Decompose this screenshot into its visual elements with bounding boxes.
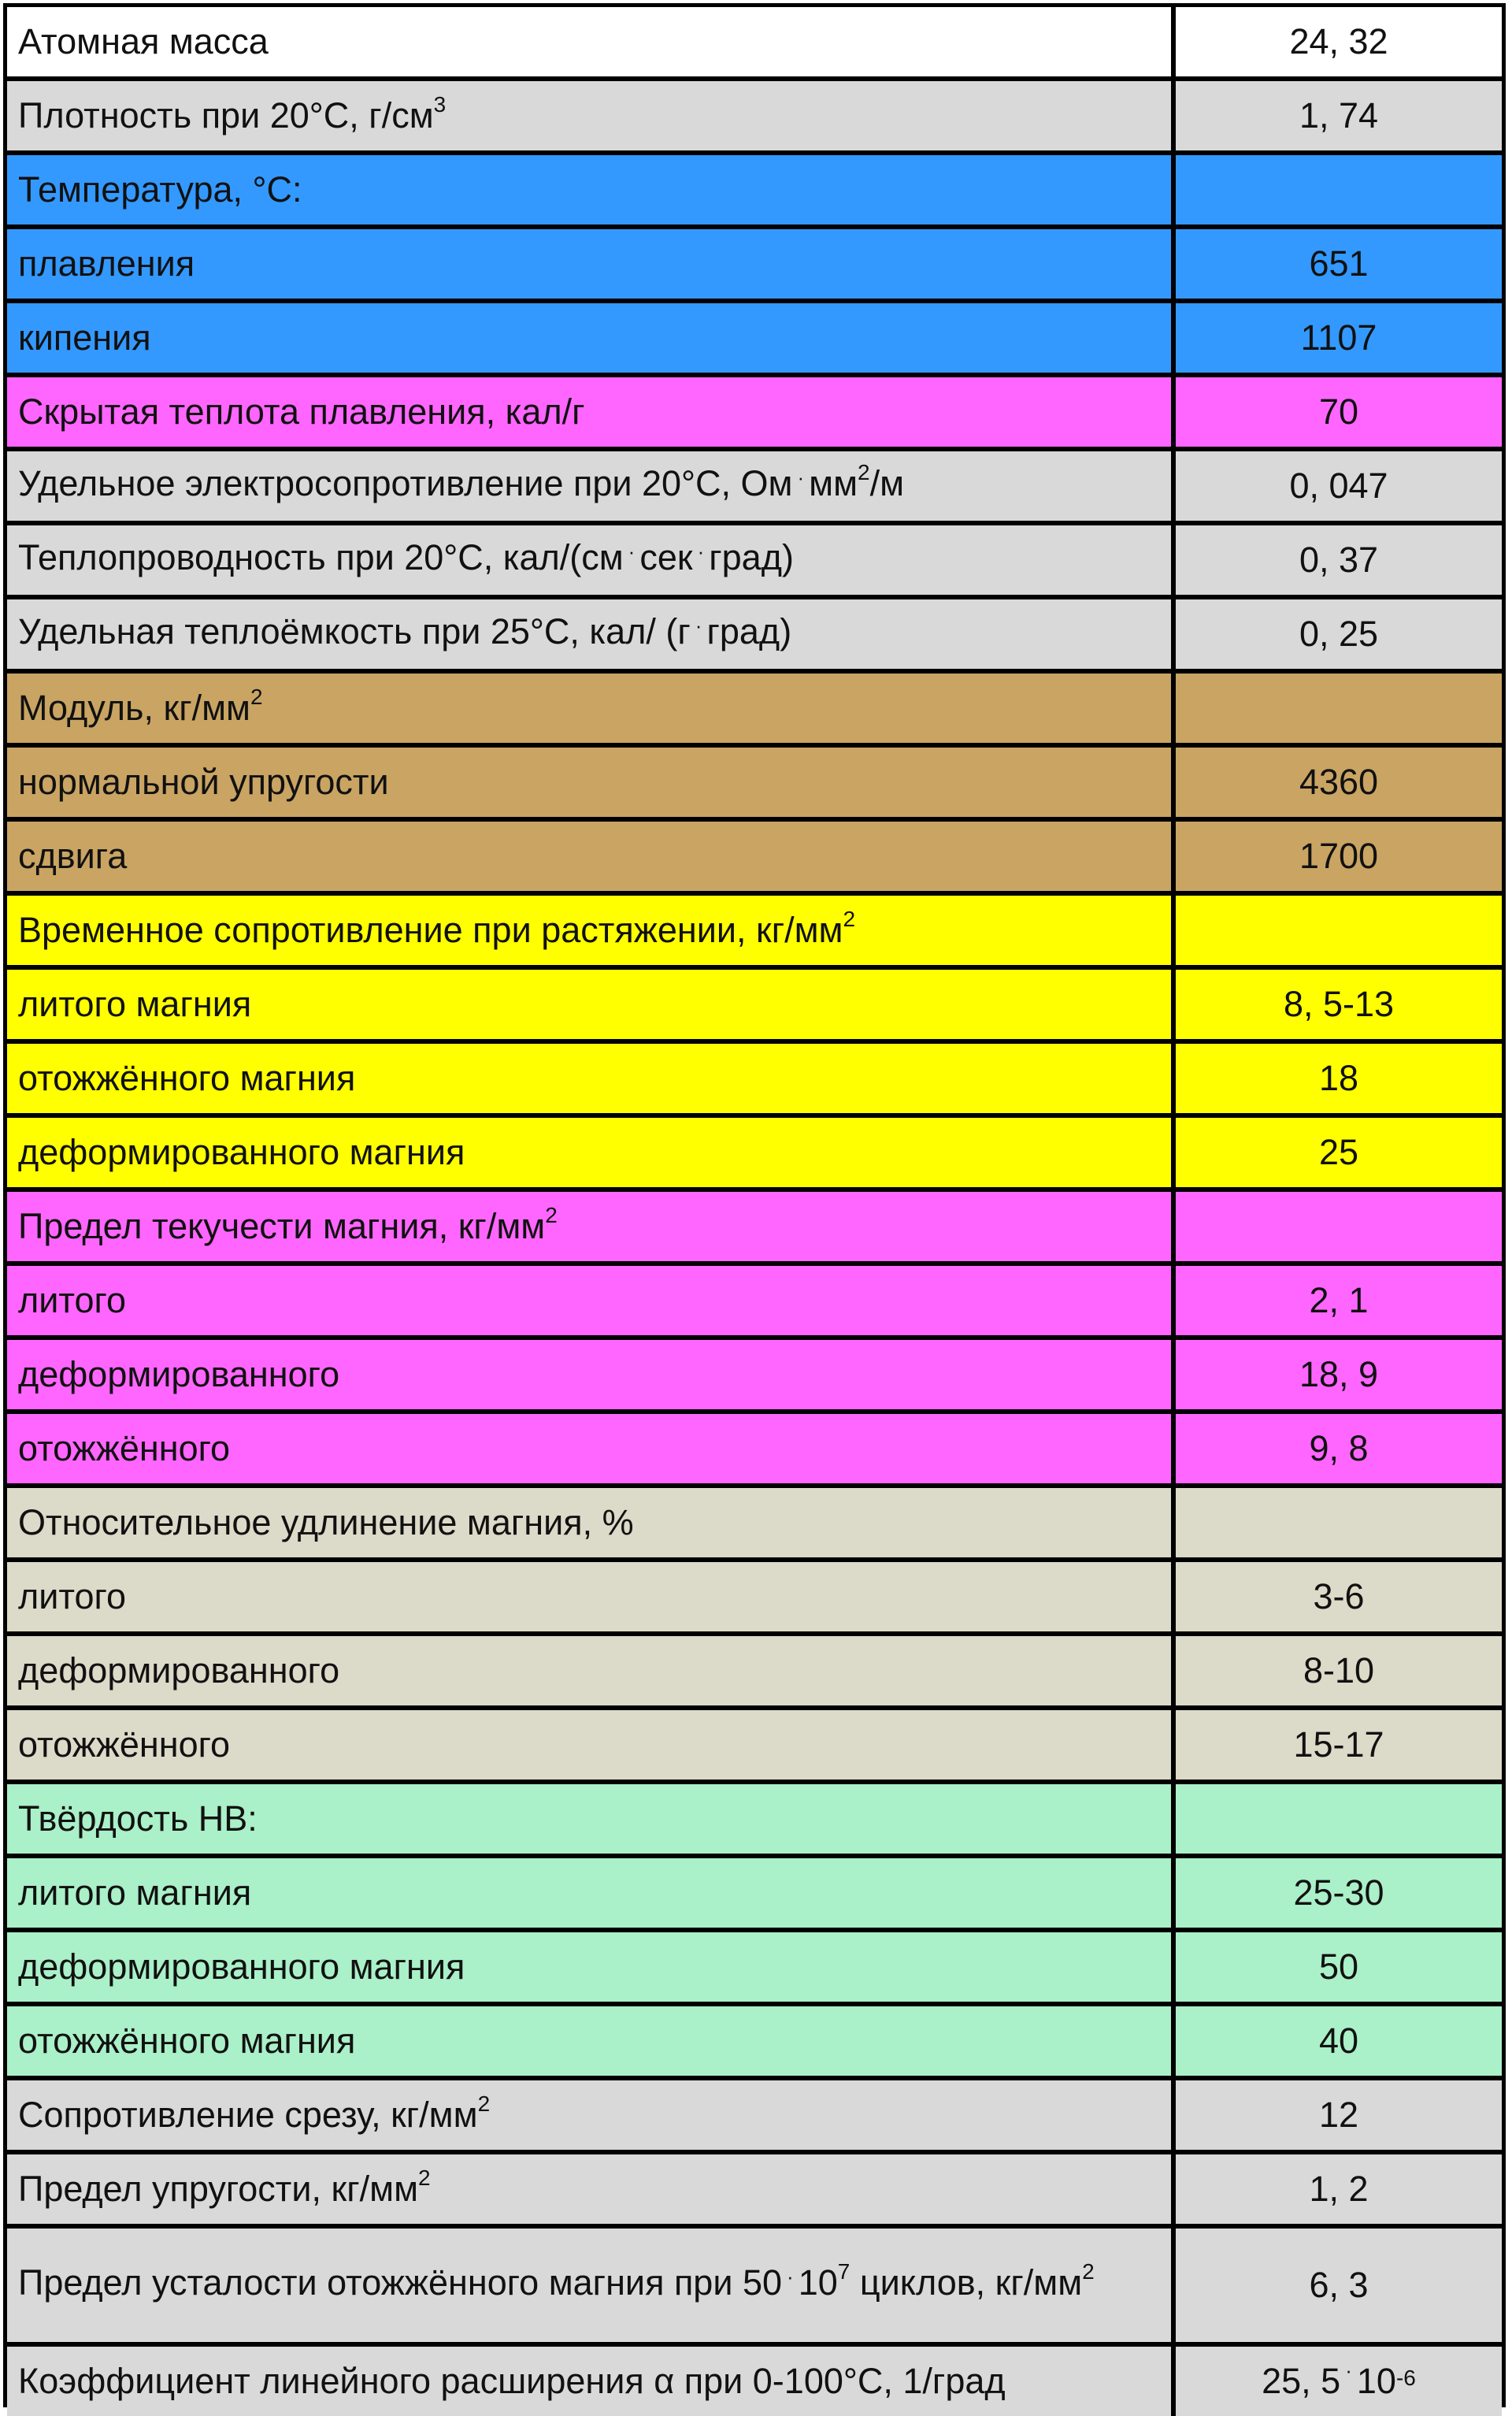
property-name-cell [7, 1932, 1176, 2002]
table-row [7, 2154, 1502, 2229]
table-row [7, 1710, 1502, 1784]
property-name: отожжённого магния [18, 2021, 356, 2061]
table-row [7, 1192, 1502, 1266]
table-row [7, 1266, 1502, 1340]
property-name-cell [7, 229, 1176, 299]
property-name: Временное сопротивление при растяжении, $кг/мм^2$ [18, 907, 856, 950]
property-name-cell [7, 377, 1176, 447]
property-name: Плотность при 20°С, $г/см^3$ [18, 92, 447, 135]
table-row [7, 599, 1502, 674]
properties-table [3, 3, 1506, 2407]
superscript: 2 [250, 685, 263, 709]
property-name-cell [7, 896, 1176, 965]
property-name-cell [7, 1192, 1176, 1261]
table-row [7, 1488, 1502, 1562]
property-name-cell [7, 748, 1176, 817]
property-value: 24, 32 [1176, 7, 1502, 76]
property-value: 1700 [1176, 822, 1502, 891]
property-value: 1, 2 [1176, 2154, 1502, 2224]
property-name-cell [7, 2229, 1176, 2342]
property-value [1176, 1488, 1502, 1557]
property-value: 25-30 [1176, 1858, 1502, 1928]
property-name: литого [18, 1576, 126, 1616]
property-name-cell [7, 155, 1176, 225]
property-value: 15-17 [1176, 1710, 1502, 1780]
property-name: отожжённого [18, 1724, 231, 1765]
table-row [7, 1636, 1502, 1710]
table-row [7, 81, 1502, 155]
table-row [7, 1784, 1502, 1858]
table-row [7, 1414, 1502, 1488]
property-value [1176, 1784, 1502, 1854]
table-row [7, 748, 1502, 822]
property-value [1176, 155, 1502, 225]
property-value: 8-10 [1176, 1636, 1502, 1705]
superscript: 2 [477, 2091, 491, 2116]
table-row [7, 674, 1502, 748]
property-name-cell [7, 970, 1176, 1039]
property-value: 4360 [1176, 748, 1502, 817]
property-value: 8, 5-13 [1176, 970, 1502, 1039]
property-name: отожжённого [18, 1428, 231, 1468]
property-value [1176, 896, 1502, 965]
property-name-cell [7, 1562, 1176, 1631]
property-value: 40 [1176, 2006, 1502, 2076]
table-row [7, 1858, 1502, 1932]
property-name: Температура, °С: [18, 169, 302, 210]
property-name-cell [7, 2006, 1176, 2076]
multiply-dot: · [697, 540, 705, 563]
table-row [7, 7, 1502, 81]
property-value: 0, 25 [1176, 599, 1502, 669]
property-name-cell [7, 2080, 1176, 2150]
multiply-dot: · [1345, 2358, 1352, 2382]
property-name-cell [7, 1118, 1176, 1187]
property-name-cell [7, 1710, 1176, 1780]
property-value: 25, 5 · 10 $^{-6}$ [1176, 2347, 1502, 2416]
table-row [7, 2080, 1502, 2154]
property-name: литого магния [18, 1872, 252, 1913]
property-value: 70 [1176, 377, 1502, 447]
property-name-cell [7, 599, 1176, 669]
property-name: Твёрдость НВ: [18, 1798, 258, 1839]
property-name-cell [7, 1636, 1176, 1705]
property-name-cell [7, 822, 1176, 891]
property-name-cell [7, 1340, 1176, 1409]
multiply-dot: · [628, 540, 636, 563]
table-row [7, 1044, 1502, 1118]
property-name-cell [7, 1784, 1176, 1854]
superscript: 2 [418, 2165, 431, 2190]
property-name: Предел текучести магния, $кг/мм^2$ [18, 1203, 558, 1246]
property-name: деформированного магния [18, 1947, 465, 1987]
property-name: Теплопроводность при 20°С, кал/(см · сек · град) [18, 537, 794, 577]
property-name: деформированного [18, 1650, 340, 1690]
multiply-dot: · [695, 614, 702, 637]
superscript: 2 [545, 1203, 558, 1227]
property-name: сдвига [18, 836, 128, 876]
table-row [7, 2347, 1502, 2416]
table-row [7, 451, 1502, 525]
property-name-cell [7, 525, 1176, 595]
property-name: Относительное удлинение магния, % [18, 1502, 634, 1542]
property-name: Коэффициент линейного расширения α при 0-100°С, 1/град [18, 2361, 1006, 2401]
property-name-cell [7, 674, 1176, 743]
table-row [7, 896, 1502, 970]
property-name: Модуль, $кг/мм^2$ [18, 685, 263, 728]
property-name: деформированного [18, 1354, 340, 1394]
table-row [7, 1562, 1502, 1636]
property-value: 3-6 [1176, 1562, 1502, 1631]
property-name-cell [7, 1044, 1176, 1113]
table-row [7, 1932, 1502, 2006]
property-name: Предел усталости отожжённого магния при 50 · $10^7$ циклов, $кг/мм^2$ [18, 2259, 1095, 2303]
table-row [7, 303, 1502, 377]
table-row [7, 2006, 1502, 2080]
property-value: 9, 8 [1176, 1414, 1502, 1483]
property-name-cell [7, 7, 1176, 76]
property-value: 0, 047 [1176, 451, 1502, 521]
property-name: Предел упругости, $кг/мм^2$ [18, 2165, 431, 2209]
table-row [7, 970, 1502, 1044]
multiply-dot: · [797, 466, 805, 489]
property-value: 651 [1176, 229, 1502, 299]
property-name-cell [7, 451, 1176, 521]
property-name: кипения [18, 317, 151, 358]
property-value: 0, 37 [1176, 525, 1502, 595]
property-value [1176, 1192, 1502, 1261]
property-value: 25 [1176, 1118, 1502, 1187]
property-name-cell [7, 1488, 1176, 1557]
property-name: нормальной упругости [18, 762, 389, 802]
property-name-cell [7, 1266, 1176, 1335]
property-name-cell [7, 1858, 1176, 1928]
property-name: Скрытая теплота плавления, кал/г [18, 392, 585, 432]
property-name: деформированного магния [18, 1132, 465, 1172]
table-row [7, 155, 1502, 229]
table-row [7, 822, 1502, 896]
property-name-cell [7, 1414, 1176, 1483]
property-value: 50 [1176, 1932, 1502, 2002]
property-value [1176, 674, 1502, 743]
superscript: 2 [858, 460, 870, 484]
superscript: 7 [837, 2259, 850, 2284]
property-name: Сопротивление срезу, $кг/мм^2$ [18, 2091, 491, 2135]
property-name: литого магния [18, 984, 252, 1024]
property-value: 1107 [1176, 303, 1502, 373]
property-name: Атомная масса [18, 21, 269, 61]
property-value: 2, 1 [1176, 1266, 1502, 1335]
superscript: 2 [843, 907, 856, 931]
superscript: 3 [433, 92, 447, 117]
property-name-cell [7, 2154, 1176, 2224]
property-name: отожжённого магния [18, 1058, 356, 1098]
property-value: 18, 9 [1176, 1340, 1502, 1409]
table-row [7, 377, 1502, 451]
property-name: литого [18, 1280, 126, 1320]
table-row [7, 2229, 1502, 2347]
property-value: 12 [1176, 2080, 1502, 2150]
property-name-cell [7, 2347, 1176, 2416]
superscript: 2 [1082, 2259, 1095, 2284]
table-row [7, 1340, 1502, 1414]
property-name-cell [7, 81, 1176, 150]
table-row [7, 229, 1502, 303]
table-row [7, 525, 1502, 599]
property-name: Удельное электросопротивление при 20°С, Ом · $мм^2/м$ [18, 460, 905, 503]
property-name-cell [7, 303, 1176, 373]
property-name: плавления [18, 243, 195, 284]
property-value: 18 [1176, 1044, 1502, 1113]
property-value: 6, 3 [1176, 2229, 1502, 2342]
property-value: 1, 74 [1176, 81, 1502, 150]
property-name: Удельная теплоёмкость при 25°С, кал/ (г · град) [18, 611, 792, 651]
multiply-dot: · [787, 2265, 794, 2288]
table-row [7, 1118, 1502, 1192]
